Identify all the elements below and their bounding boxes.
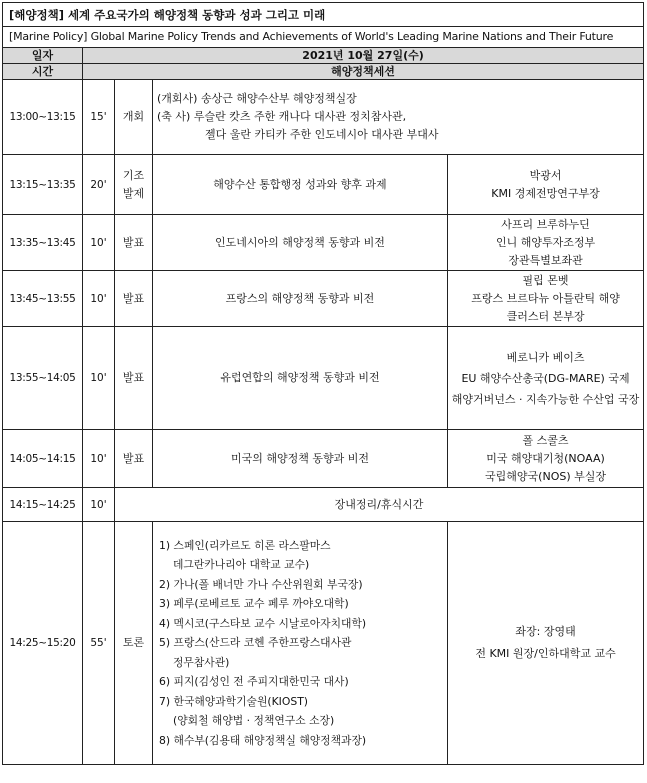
list-item: 정무참사관) (173, 655, 230, 669)
topic-cell: 미국의 해양정책 동향과 비전 (153, 430, 448, 488)
list-item: 1) 스페인(리카르도 히론 라스팔마스 (159, 538, 331, 552)
type-cell: 발표 (115, 271, 153, 327)
topic-cell: 인도네시아의 해양정책 동향과 비전 (153, 215, 448, 271)
list-item: 6) 피지(김성인 전 주피지대한민국 대사) (159, 675, 349, 689)
duration-cell: 10' (83, 215, 115, 271)
list-item: 4) 멕시코(구스타보 교수 시날로아자치대학) (159, 616, 367, 630)
opening-remarks: (개회사) 송상근 해양수산부 해양정책실장 (157, 92, 357, 105)
duration-cell: 20' (83, 155, 115, 215)
table-row (3, 155, 644, 215)
page-subtitle: [Marine Policy] Global Marine Policy Trends and Achievements of World's Leading Marine Nations and Their Future (3, 27, 644, 48)
break-cell: 장내정리/휴식시간 (115, 488, 644, 522)
topic-cell: 유럽연합의 해양정책 동향과 비전 (153, 327, 448, 430)
chair-cell: 좌장: 장영태 전 KMI 원장/인하대학교 교수 (448, 522, 644, 765)
congratulatory-remarks: (축 사) 루슬란 캇츠 주한 캐나다 대사관 정치참사관, (157, 110, 407, 123)
time-cell: 13:55~14:05 (3, 327, 83, 430)
panel-list (153, 522, 448, 765)
table-row (3, 430, 644, 488)
list-item: 5) 프랑스(산드라 코헨 주한프랑스대사관 (159, 636, 352, 650)
program-schedule (2, 2, 643, 765)
duration-cell: 10' (83, 271, 115, 327)
time-cell: 14:15~14:25 (3, 488, 83, 522)
speaker-cell: 베로니카 베이츠 EU 해양수산총국(DG-MARE) 국제 해양거버넌스 · 지속가능한 수산업 국장 (448, 327, 644, 430)
speaker-cell: 박광서 KMI 경제전망연구부장 (448, 155, 644, 215)
page-title: [해양정책] 세계 주요국가의 해양정책 동향과 성과 그리고 미래 (3, 3, 644, 27)
duration-cell: 10' (83, 488, 115, 522)
duration-cell: 10' (83, 327, 115, 430)
duration-cell: 15' (83, 80, 115, 155)
type-cell: 토론 (115, 522, 153, 765)
duration-cell: 10' (83, 430, 115, 488)
congratulatory-remarks-cont: 젤다 울란 카티카 주한 인도네시아 대사관 부대사 (205, 128, 439, 141)
type-cell: 개회 (115, 80, 153, 155)
table-row (3, 522, 644, 765)
speaker-cell: 폴 스콜츠 미국 해양대기청(NOAA) 국립해양국(NOS) 부실장 (448, 430, 644, 488)
list-item: (양회철 해양법 · 정책연구소 소장) (173, 714, 335, 728)
time-label: 시간 (3, 64, 83, 80)
time-cell: 13:35~13:45 (3, 215, 83, 271)
speaker-cell: 필립 몬벳 프랑스 브르타뉴 아틀란틱 해양 클러스터 본부장 (448, 271, 644, 327)
schedule-table (2, 2, 644, 765)
topic-cell: 프랑스의 해양정책 동향과 비전 (153, 271, 448, 327)
list-item: 3) 페루(로베르토 교수 페루 까야오대학) (159, 597, 349, 611)
session-label: 해양정책세션 (83, 64, 644, 80)
opening-cell (153, 80, 644, 155)
time-cell: 13:00~13:15 (3, 80, 83, 155)
list-item: 데그란카나리아 대학교 교수) (173, 558, 310, 572)
date-value: 2021년 10월 27일(수) (83, 48, 644, 64)
type-cell: 기조 발제 (115, 155, 153, 215)
list-item: 7) 한국해양과학기술원(KIOST) (159, 694, 309, 708)
date-label: 일자 (3, 48, 83, 64)
list-item: 8) 해수부(김용태 해양정책실 해양정책과장) (159, 733, 367, 747)
table-row (3, 488, 644, 522)
topic-cell: 해양수산 통합행정 성과와 향후 과제 (153, 155, 448, 215)
time-cell: 14:25~15:20 (3, 522, 83, 765)
time-cell: 13:45~13:55 (3, 271, 83, 327)
time-cell: 13:15~13:35 (3, 155, 83, 215)
duration-cell: 55' (83, 522, 115, 765)
list-item: 2) 가나(폴 배너만 가나 수산위원회 부국장) (159, 577, 363, 591)
type-cell: 발표 (115, 215, 153, 271)
table-row (3, 80, 644, 155)
table-row (3, 327, 644, 430)
table-row (3, 271, 644, 327)
speaker-cell: 사프리 브루하누딘 인니 해양투자조정부 장관특별보좌관 (448, 215, 644, 271)
time-cell: 14:05~14:15 (3, 430, 83, 488)
table-row (3, 215, 644, 271)
type-cell: 발표 (115, 327, 153, 430)
type-cell: 발표 (115, 430, 153, 488)
